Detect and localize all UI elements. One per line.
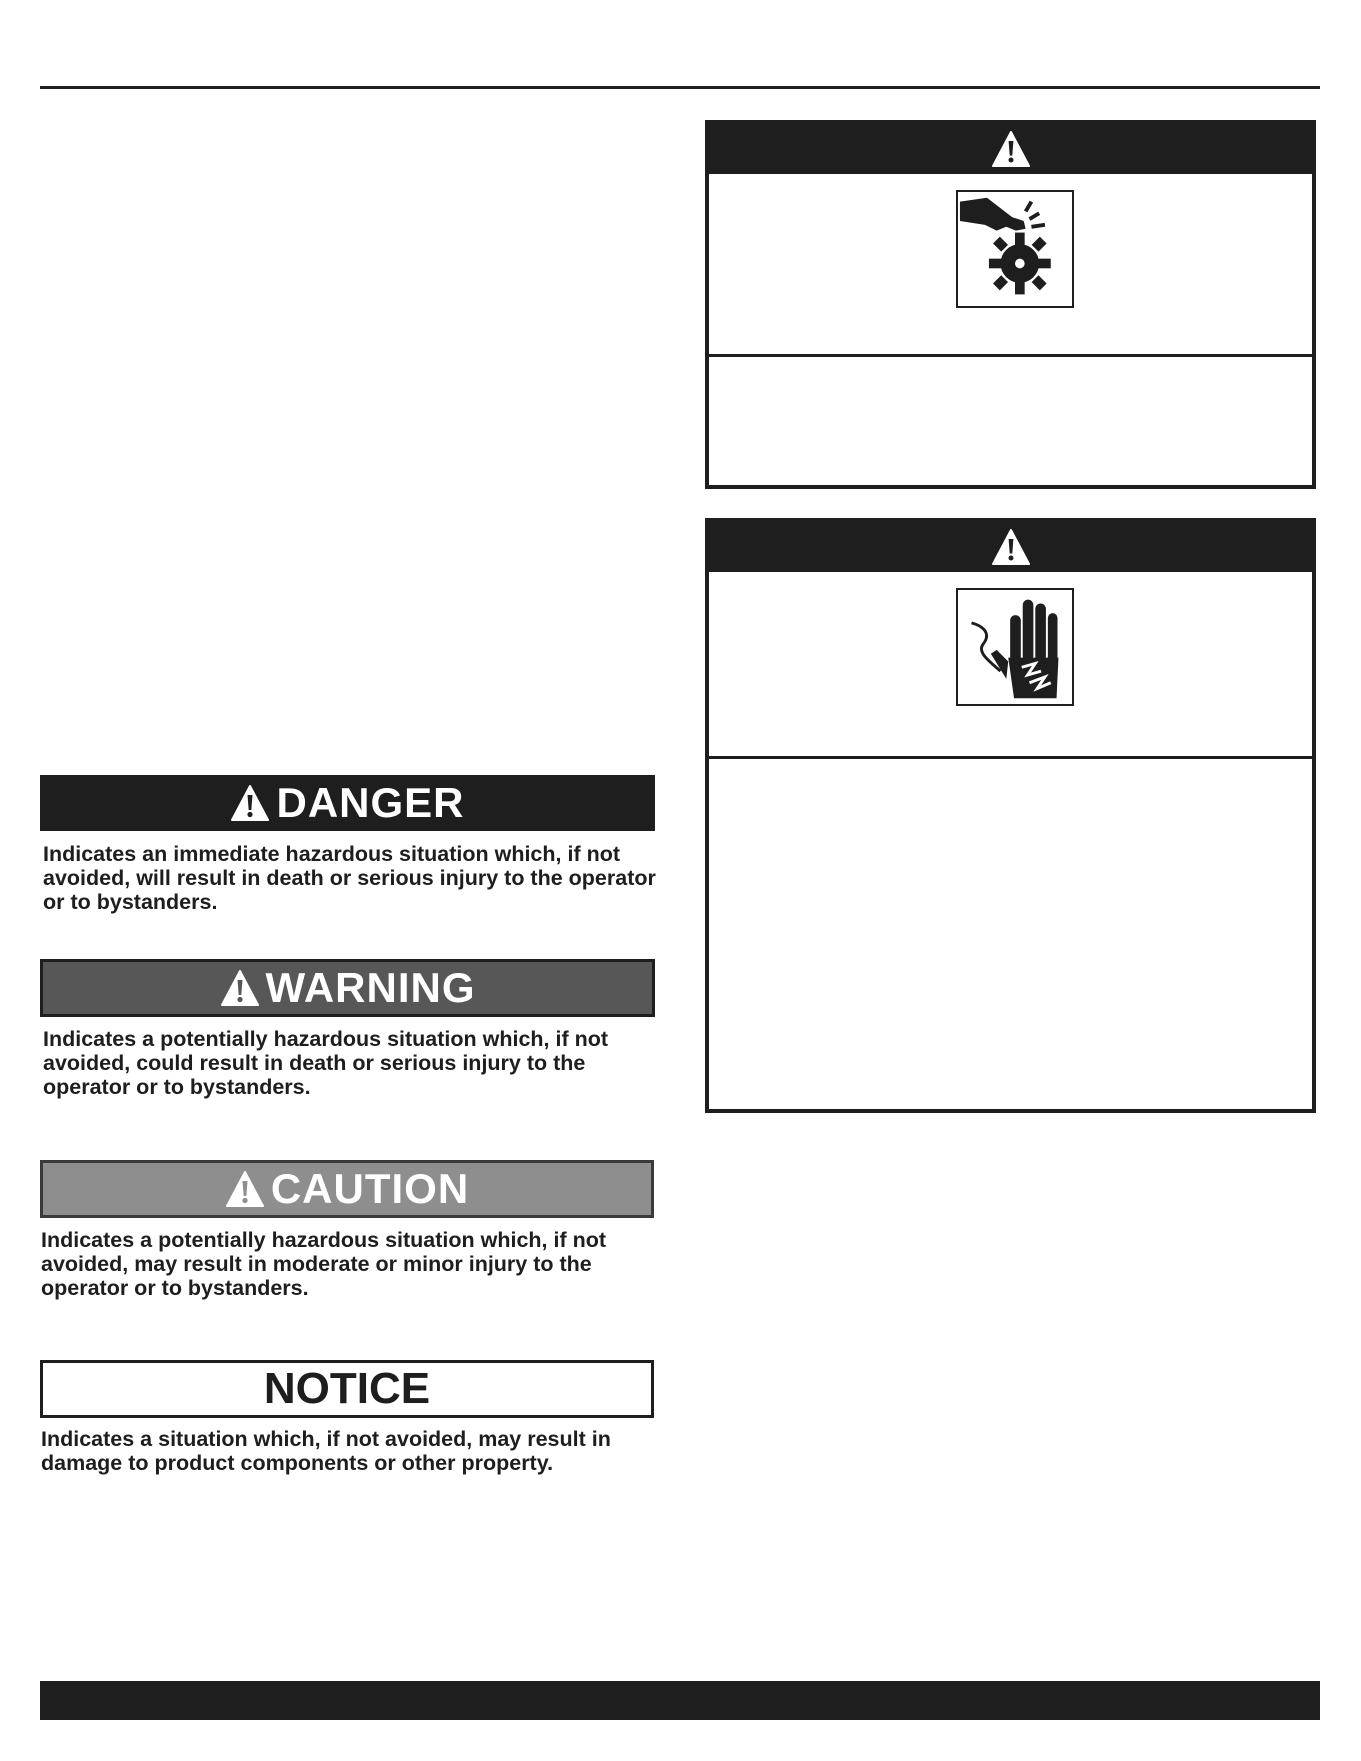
hand-entanglement-gear-icon xyxy=(956,190,1074,308)
warning-description: Indicates a potentially hazardous situation which, if not avoided, could result in death or serious injury to the operator or to bystanders. xyxy=(43,1027,609,1099)
warning-header xyxy=(40,959,655,1017)
alert-triangle-icon xyxy=(230,783,270,823)
safety-box-header xyxy=(709,522,1312,572)
alert-triangle-icon xyxy=(991,528,1031,566)
caution-label: CAUTION xyxy=(270,1165,470,1212)
danger-description: Indicates an immediate hazardous situation which, if not avoided, will result in death or serious injury to the operator or to bystanders. xyxy=(43,842,656,914)
electric-shock-hand-icon xyxy=(956,588,1074,706)
notice-label: NOTICE xyxy=(263,1364,431,1413)
warning-label: WARNING xyxy=(265,964,476,1011)
caution-header xyxy=(40,1160,654,1218)
safety-box-pictogram-area xyxy=(709,174,1312,357)
top-rule xyxy=(40,86,1320,89)
electric-shock-safety-box xyxy=(705,518,1316,1113)
entanglement-safety-box xyxy=(705,120,1316,489)
footer-bar xyxy=(40,1681,1320,1720)
alert-triangle-icon xyxy=(220,968,260,1008)
notice-description: Indicates a situation which, if not avoided, may result in damage to product components or other property. xyxy=(41,1427,611,1475)
caution-description: Indicates a potentially hazardous situation which, if not avoided, may result in moderate or minor injury to the operator or to bystanders. xyxy=(41,1228,607,1300)
notice-header xyxy=(40,1360,654,1418)
danger-header xyxy=(40,775,655,831)
alert-triangle-icon xyxy=(991,130,1031,168)
danger-label: DANGER xyxy=(276,779,465,826)
alert-triangle-icon xyxy=(225,1169,265,1209)
safety-box-pictogram-area xyxy=(709,572,1312,759)
safety-box-header xyxy=(709,124,1312,174)
